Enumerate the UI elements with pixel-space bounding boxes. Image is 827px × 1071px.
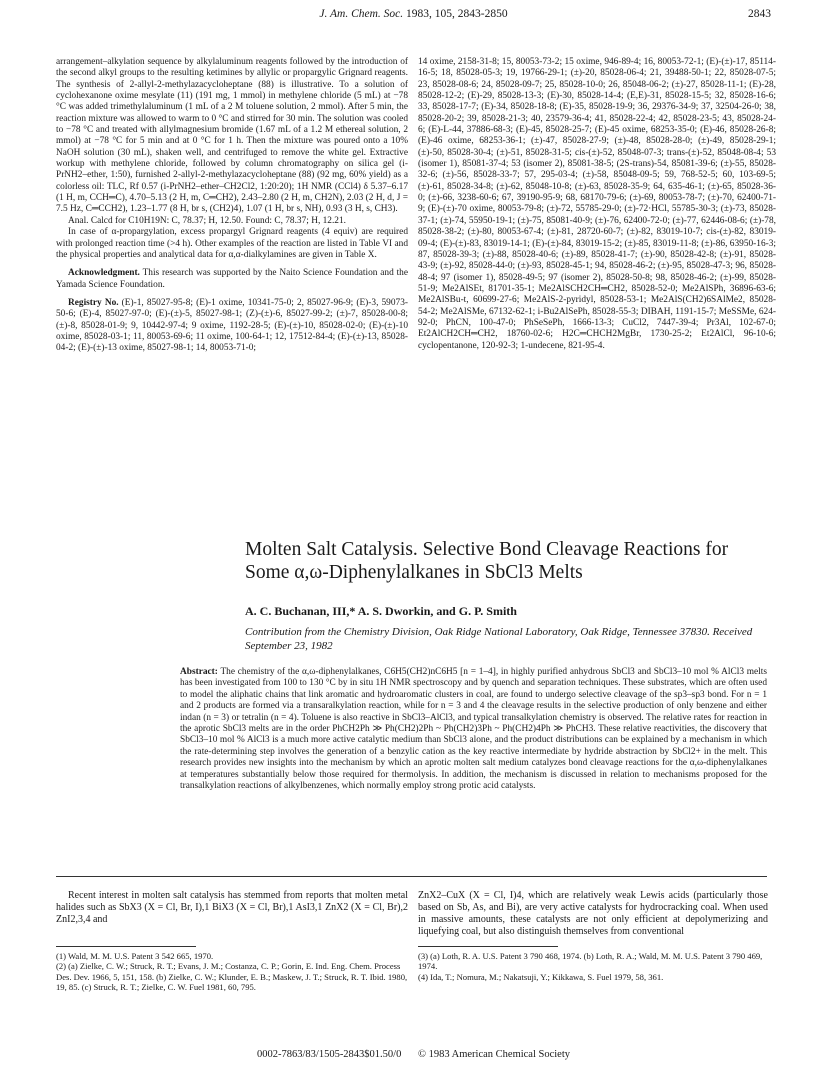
abstract-text: The chemistry of the α,ω-diphenylalkanes, C6H5(CH2)nC6H5 [n = 1–4], in highly purified anhydrous SbCl3 and SbCl3–10 mol % AlCl3 melts has been investigated from 100 to 130 °C by in situ 1H NMR spectroscopy and by quench and separation techniques. These substrates, which are often used to model the aliphatic chains that link aromatic and hydroaromatic clusters in coal, are found to undergo selective cleavage of the sp3–sp3 bond. For n = 1 and 2 products are formed via a transaralkylation reaction, while for n = 3 and 4 the cleavage results in the selective production of only benzene and either indan (n = 3) or tetralin (n = 4). Toluene is also reactive in SbCl3–AlCl3, and typical transalkylation chemistry is observed. The relative rates for reaction in the aprotic SbCl3 melts are in the order PhCH2Ph ≫ Ph(CH2)2Ph ~ Ph(CH2)3Ph ~ Ph(CH2)4Ph ≫ PhCH3. These relative reactivities, the discovery that SbCl3–10 mol % AlCl3 is a much more active catalytic medium than SbCl3 alone, and the product distributions can be explained by a mechanism in which the rate-determining step involves the generation of a benzylic cation as the key reactive intermediate by hydride abstraction by SbCl2+ in the melt. This research provides new insights into the mechanism by which an aprotic molten salt medium catalyzes bond cleavage reactions for the α,ω-diphenylalkanes at temperatures substantially below those required for thermolysis. In addition, the mechanism is discussed in relation to mechanisms proposed for the transalkylation reactions of alkylbenzenes, which normally employ strong protic acid catalysts. [180,667,768,792]
registry-paragraph [56,298,408,355]
analysis-paragraph: Anal. Calcd for C10H19N: C, 78.37; H, 12.50. Found: C, 78.37; H, 12.21. [68,215,346,226]
copyright-notice: © 1983 American Chemical Society [417,1049,571,1060]
registry-continuation: 14 oxime, 2158-31-8; 15, 80053-73-2; 15 oxime, 946-89-4; 16, 80053-72-1; (E)-(±)-17, 85114-16-5; 18, 85028-05-3; 19, 19766-29-1; (±)-20, 85028-06-4; 21, 39488-50-1; 22, 85028-07-5; 23, 85028-08-6; 24, 85028-09-7; 25, 85028-10-0; 26, 85048-06-2; (±)-27, 85028-11-1; (E)-28, 85028-12-2; (E)-29, 85028-13-3; (E)-30, 85028-14-4; (E,E)-31, 85028-15-5; 32, 85028-16-6; 33, 85028-17-7; (E)-34, 85028-18-8; (E)-35, 85028-19-9; 36, 29376-34-9; 37, 32504-26-0; 38, 85028-20-2; 39, 85028-21-3; 40, 23579-36-4; 41, 85028-22-4; 42, 85028-23-5; 43, 85028-24-6; (E)-L-44, 37886-68-3; (E)-45, 85028-25-7; (E)-45 oxime, 68253-35-0; (E)-46, 85028-26-8; (E)-46 oxime, 68253-36-1; (±)-47, 85028-27-9; (±)-48, 85028-28-0; (±)-49, 85028-29-1; (±)-50, 85028-30-4; (±)-51, 85028-31-5; cis-(±)-52, 85048-07-3; trans-(±)-52, 85048-08-4; 53 (isomer 1), 85081-37-4; 53 (isomer 2), 85081-38-5; (2S-trans)-54, 85081-39-6; (±)-55, 85028-32-6; (±)-56, 85028-33-7; 57, 295-03-4; (±)-58, 85048-09-5; 59, 768-52-5; 60, 103-69-5; (±)-61, 85028-34-8; (±)-62, 85048-10-8; (±)-63, 85028-35-9; 64, 635-46-1; (±)-65, 85028-36-0; (±)-66, 3238-60-6; 67, 39190-95-9; 68, 68170-79-6; (±)-69, 80053-78-7; (±)-70, 62400-71-9; (E)-(±)-70 oxime, 80053-79-8; (±)-72, 55785-29-0; (±)-72·HCl, 55785-30-3; (±)-73, 85028-37-1; (±)-74, 55950-19-1; (±)-75, 85081-40-9; (±)-76, 62400-72-0; (±)-77, 62446-08-6; (±)-78, 85028-38-2; (±)-80, 80053-67-4; (±)-81, 28720-60-7; (±)-82, 83019-10-7; cis-(±)-82, 83019-09-4; (E)-(±)-83, 83019-14-1; (E)-(±)-84, 83019-15-2; (±)-85, 83019-11-8; (±)-86, 63950-16-3; 87, 85028-39-3; (±)-88, 85028-40-6; (±)-89, 85028-41-7; (±)-90, 85028-42-8; (±)-91, 85028-43-9; (±)-92, 85028-44-0; (±)-93, 85028-45-1; 94, 85028-46-2; (±)-95, 85028-47-3; 96, 85028-48-4; 97 (isomer 1), 85028-49-5; 97 (isomer 2), 85028-50-8; 98, 85028-46-2; (±)-99, 85028-51-9; Me2AlSEt, 81701-35-1; Me2AlSCH2CH═CH2, 85028-52-0; Me2AlSPh, 36896-63-6; Me2AlSBu-t, 60699-27-6; Me2AlS-2-pyridyl, 85028-53-1; Me2AlS(CH2)6SAlMe2, 85028-54-2; Me2AlSMe, 67132-62-1; i-Bu2AlSePh, 85028-55-3; DIBAH, 1191-15-7; MeSSMe, 624-92-0; PhCN, 100-47-0; PhSeSePh, 1666-13-3; CuCl2, 7447-39-4; Pr3Al, 102-67-0; Et2AlCH2CH═CH2, 18760-02-6; H2C═CHCH2MgBr, 1730-25-2; Et2AlCl, 96-10-6; cyclopentanone, 120-92-3; 1-undecene, 821-95-4. [418,57,776,351]
article-authors: A. C. Buchanan, III,* A. S. Dworkin, and G. P. Smith [245,604,517,618]
acknowledgment-heading: Acknowledgment. [68,268,140,279]
registry-heading: Registry No. [68,297,119,308]
issn-code: 0002-7863/83/1505-2843$01.50/0 [256,1049,402,1060]
footnote-1: (1) Wald, M. M. U.S. Patent 3 542 665, 1970. [56,951,214,961]
page-number: 2843 [748,8,771,20]
footnote-2: (2) (a) Zielke, C. W.; Struck, R. T.; Evans, J. M.; Costanza, C. P.; Gorin, E. Ind. Eng. Chem. Process Des. Dev. 1966, 5, 151, 158. (b) Zielke, C. W.; Klunder, E. B.; Maskew, J. T.; Struck, R. T. Ibid. 1980, 19, 85. (c) Struck, R. T.; Zielke, C. W. Fuel 1981, 60, 795. [56,961,408,992]
acknowledgment-paragraph [56,268,408,291]
running-header [56,8,771,28]
journal-citation: 1983, 105, 2843-2850 [406,8,508,20]
footnote-divider-left [56,946,196,947]
abstract [180,667,767,792]
propargylation-paragraph: In case of α-propargylation, excess propargyl Grignard reagents (4 equiv) are required with prolonged reaction time (>4 h). Other examples of the reaction are listed in Table VI and the physical properties and analytical data for α,α-dialkylamines are given in Table X. [56,227,408,260]
intro-left: Recent interest in molten salt catalysis has stemmed from reports that molten metal halides such as SbX3 (X = Cl, Br, I),1 BiX3 (X = Cl, Br),1 AsI3,1 ZnX2 (X = Cl, Br),2 ZnI2,3,4 and [56,890,408,925]
footnote-3: (3) (a) Loth, R. A. U.S. Patent 3 790 468, 1974. (b) Loth, R. A.; Wald, M. M. U.S. Patent 3 790 469, 1974. [418,951,763,972]
footnote-divider-right [418,946,558,947]
article-affiliation: Contribution from the Chemistry Division, Oak Ridge National Laboratory, Oak Ridge, Tennessee 37830. Received September 23, 1982 [245,626,753,652]
footnotes-right [418,951,768,982]
page-footer [0,1049,827,1060]
article-title: Molten Salt Catalysis. Selective Bond Cleavage Reactions for Some α,ω-Diphenylalkanes in SbCl3 Melts [245,539,729,583]
intro-right: ZnX2–CuX (X = Cl, I)4, which are relatively weak Lewis acids (particularly those based on Sb, As, and Bi), are very active catalysts for hydrocracking coal. When used in massive amounts, these catalysts are not only efficient at depolymerizing and liquefying coal, but also distinguish themselves from conventional [418,890,768,937]
right-column [418,57,776,352]
acknowledgment-text: This research was supported by the Naito Science Foundation and the Yamada Science Foundation. [56,268,408,290]
abstract-divider [56,876,767,877]
journal-name: J. Am. Chem. Soc. [319,8,404,20]
abstract-heading: Abstract: [180,667,218,677]
footnote-4: (4) Ida, T.; Nomura, M.; Nakatsuji, Y.; Kikkawa, S. Fuel 1979, 58, 361. [418,971,664,982]
experimental-paragraph: arrangement–alkylation sequence by alkylaluminum reagents followed by the introduction of the second alkyl groups to the resulting ketimines by allylic or propargylic Grignard reagents. The synthesis of 2-allyl-2-methylazacycloheptane (88) is illustrative. To a solution of cyclohexanone oxime mesylate (11) (191 mg, 1 mmol) in methylene chloride (5 mL) at −78 °C was added trimethylaluminum (1 mL of a 2 M toluene solution, 2 mmol). After 5 min, the reaction mixture was allowed to warm to 0 °C and stirred for 30 min. The solution was cooled to −78 °C and treated with allylmagnesium bromide (1.67 mL of a 1.2 M ethereal solution, 2 mmol) at −78 °C for 5 min and at 0 °C for 1 h. Then the mixture was poured onto a 10% NaOH solution (30 mL), shaken well, and centrifuged to remove the white gel. Extractive workup with methylene chloride, followed by column chromatography on silica gel (i-PrNH2–ether, 1:50), furnished 2-allyl-2-methylazacycloheptane (88) (92 mg, 60% yield) as a colorless oil: TLC, Rf 0.57 (i-PrNH2–ether–CH2Cl2, 1:20:20); 1H NMR (CCl4) δ 5.37–6.17 (1 H, m, CCH═C), 4.70–5.13 (2 H, m, C═CH2), 2.43–2.80 (2 H, m, CH2N), 2.03 (2 H, d, J = 7.5 Hz, C═CCH2), 1.23–1.77 (8 H, br s, (CH2)4), 1.07 (1 H, br s, NH), 0.93 (3 H, s, CH3). [56,57,408,215]
footnotes-left [56,951,408,992]
registry-text: (E)-1, 85027-95-8; (E)-1 oxime, 10341-75-0; 2, 85027-96-9; (E)-3, 59073-50-6; (E)-4, 85027-97-0; (E)-(±)-5, 85027-98-1; (Z)-(±)-6, 85027-99-2; (±)-7, 85028-00-8; (±)-8, 85028-01-9; 9, 10442-97-4; 9 oxime, 1192-28-5; (E)-(±)-10, 85028-02-0; (E)-(±)-10 oxime, 85028-03-1; 11, 80053-69-6; 11 oxime, 100-64-1; 12, 17512-84-4; (E)-(±)-13, 85028-04-2; (E)-(±)-13 oxime, 85027-98-1; 14, 80053-71-0; [56,297,408,354]
left-column [56,57,408,355]
